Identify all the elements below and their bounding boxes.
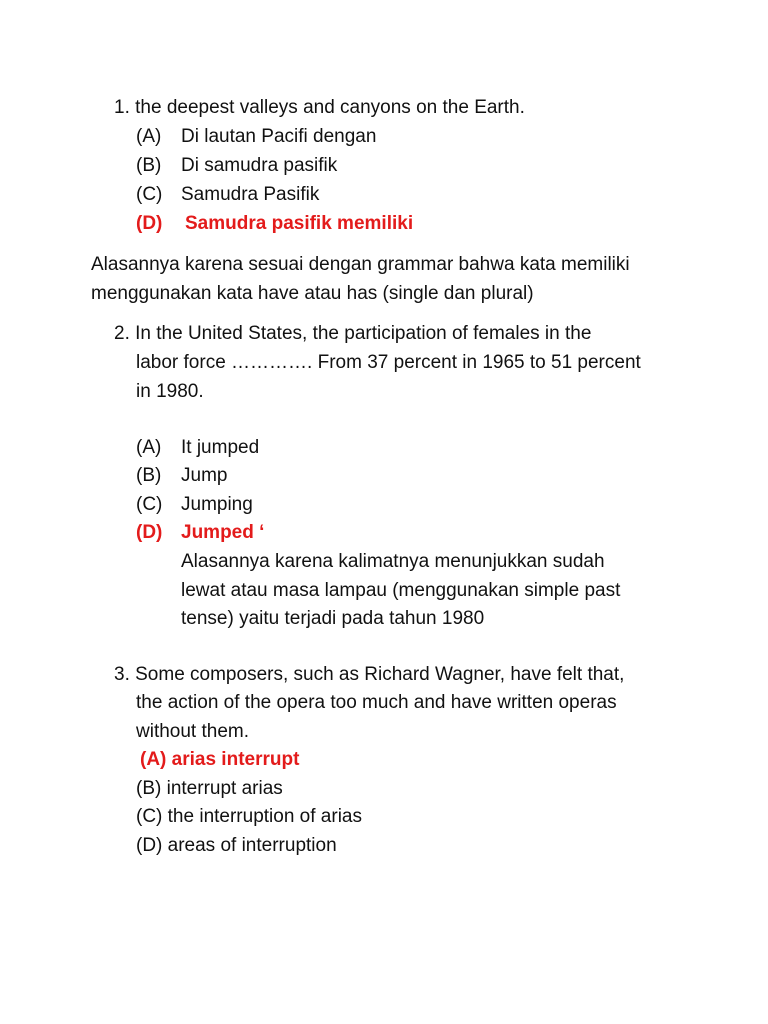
q1-explanation-line-1: Alasannya karena sesuai dengan grammar bahwa kata memiliki xyxy=(91,254,630,275)
option-text: Di lautan Pacifi dengan xyxy=(181,126,377,147)
option-label: (A) xyxy=(136,126,162,147)
option-label: (D) xyxy=(136,213,163,234)
q2-stem-line-1: 2. In the United States, the participation of females in the xyxy=(114,323,592,344)
q2-stem-line-3: in 1980. xyxy=(136,381,204,402)
q3-stem-line-3: without them. xyxy=(136,721,249,742)
q3-option-c: (C) the interruption of arias xyxy=(136,806,362,827)
q3-stem-line-2: the action of the opera too much and have written operas xyxy=(136,692,617,713)
option-label: (D) xyxy=(136,522,163,543)
option-text: It jumped xyxy=(181,437,260,458)
option-label: (C) xyxy=(136,494,163,515)
q1-stem: 1. the deepest valleys and canyons on the Earth. xyxy=(114,97,525,118)
option-text: Jumped ‘ xyxy=(181,522,265,543)
q2-explanation-line-3: tense) yaitu terjadi pada tahun 1980 xyxy=(181,608,485,629)
option-text: Samudra pasifik memiliki xyxy=(185,213,414,234)
option-text: Di samudra pasifik xyxy=(181,155,338,176)
q2-stem-line-2: labor force …………. From 37 percent in 1965 to 51 percent xyxy=(136,352,641,373)
option-text: Jumping xyxy=(181,494,253,515)
q3-option-b: (B) interrupt arias xyxy=(136,778,283,799)
option-text: Samudra Pasifik xyxy=(181,184,320,205)
q3-stem-line-1: 3. Some composers, such as Richard Wagner, have felt that, xyxy=(114,664,625,685)
q2-explanation-line-2: lewat atau masa lampau (menggunakan simple past xyxy=(181,580,621,601)
option-label: (C) xyxy=(136,184,163,205)
q3-option-d: (D) areas of interruption xyxy=(136,835,337,856)
q2-explanation-line-1: Alasannya karena kalimatnya menunjukkan sudah xyxy=(181,551,605,572)
option-label: (B) xyxy=(136,465,162,486)
option-text: Jump xyxy=(181,465,228,486)
q1-explanation-line-2: menggunakan kata have atau has (single dan plural) xyxy=(91,283,534,304)
option-label: (A) xyxy=(136,437,162,458)
option-label: (B) xyxy=(136,155,162,176)
q3-option-a-correct: (A) arias interrupt xyxy=(140,749,300,770)
